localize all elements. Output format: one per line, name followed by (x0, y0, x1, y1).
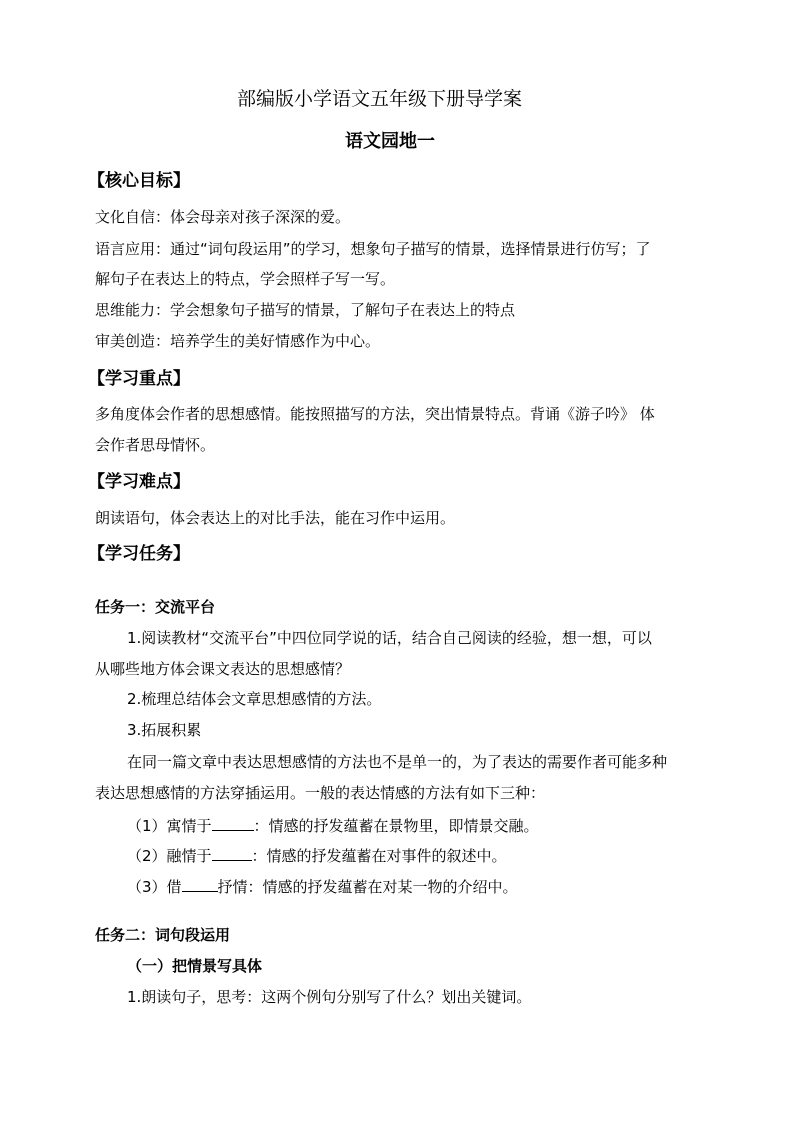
task2-subheading: （一）把情景写具体 (127, 957, 263, 975)
method-suffix: ：情感的抒发蕴蓄在景物里，即情景交融。 (253, 817, 539, 835)
task1-item: 2.梳理总结体会文章思想感情的方法。 (127, 690, 382, 708)
task1-paragraph-line: 表达思想感情的方法穿插运用。一般的表达情感的方法有如下三种： (95, 784, 546, 802)
core-goal-line: 文化自信：体会母亲对孩子深深的爱。 (95, 208, 351, 226)
task1-title: 任务一：交流平台 (95, 598, 216, 616)
document-title: 部编版小学语文五年级下册导学案 (237, 88, 523, 110)
key-point-line: 多角度体会作者的思想感情。能按照描写的方法，突出情景特点。背诵《游子吟》 体 (95, 405, 655, 423)
core-goal-line: 思维能力：学会想象句子描写的情景，了解句子在表达上的特点 (95, 301, 516, 319)
section-heading-key-points: 【学习重点】 (88, 369, 190, 389)
task1-item-line: 1.阅读教材“交流平台”中四位同学说的话，结合自己阅读的经验，想一想，可以 (127, 629, 652, 647)
task1-item: 3.拓展积累 (127, 721, 202, 739)
difficulty-line: 朗读语句，体会表达上的对比手法，能在习作中运用。 (95, 509, 456, 527)
method-prefix: （3）借 (127, 878, 182, 896)
core-goal-line: 解句子在表达上的特点，学会照样子写一写。 (95, 270, 396, 288)
task1-item-line: 从哪些地方体会课文表达的思想感情？ (95, 660, 351, 678)
task2-item: 1.朗读句子，思考：这两个例句分别写了什么？划出关键词。 (127, 988, 532, 1006)
document-subtitle: 语文园地一 (345, 131, 435, 152)
section-heading-tasks: 【学习任务】 (88, 544, 190, 564)
fill-blank[interactable] (212, 816, 254, 831)
fill-blank[interactable] (212, 846, 252, 861)
section-heading-difficulties: 【学习难点】 (88, 472, 190, 492)
section-heading-core-goals: 【核心目标】 (88, 171, 190, 191)
key-point-line: 会作者思母情怀。 (95, 436, 216, 454)
task1-paragraph-line: 在同一篇文章中表达思想感情的方法也不是单一的，为了表达的需要作者可能多种 (127, 753, 668, 771)
method-prefix: （1）寓情于 (127, 817, 212, 835)
fill-blank[interactable] (182, 877, 218, 892)
core-goal-line: 语言应用：通过“词句段运用”的学习，想象句子描写的情景，选择情景进行仿写；了 (95, 240, 651, 258)
method-item-2 (127, 846, 507, 866)
method-suffix: ：情感的抒发蕴蓄在对事件的叙述中。 (251, 847, 507, 865)
method-prefix: （2）融情于 (127, 847, 212, 865)
method-suffix: 抒情：情感的抒发蕴蓄在对某一物的介绍中。 (217, 878, 518, 896)
method-item-3 (127, 877, 518, 897)
core-goal-line: 审美创造：培养学生的美好情感作为中心。 (95, 332, 381, 350)
method-item-1 (127, 816, 539, 836)
task2-title: 任务二：词句段运用 (95, 926, 231, 944)
